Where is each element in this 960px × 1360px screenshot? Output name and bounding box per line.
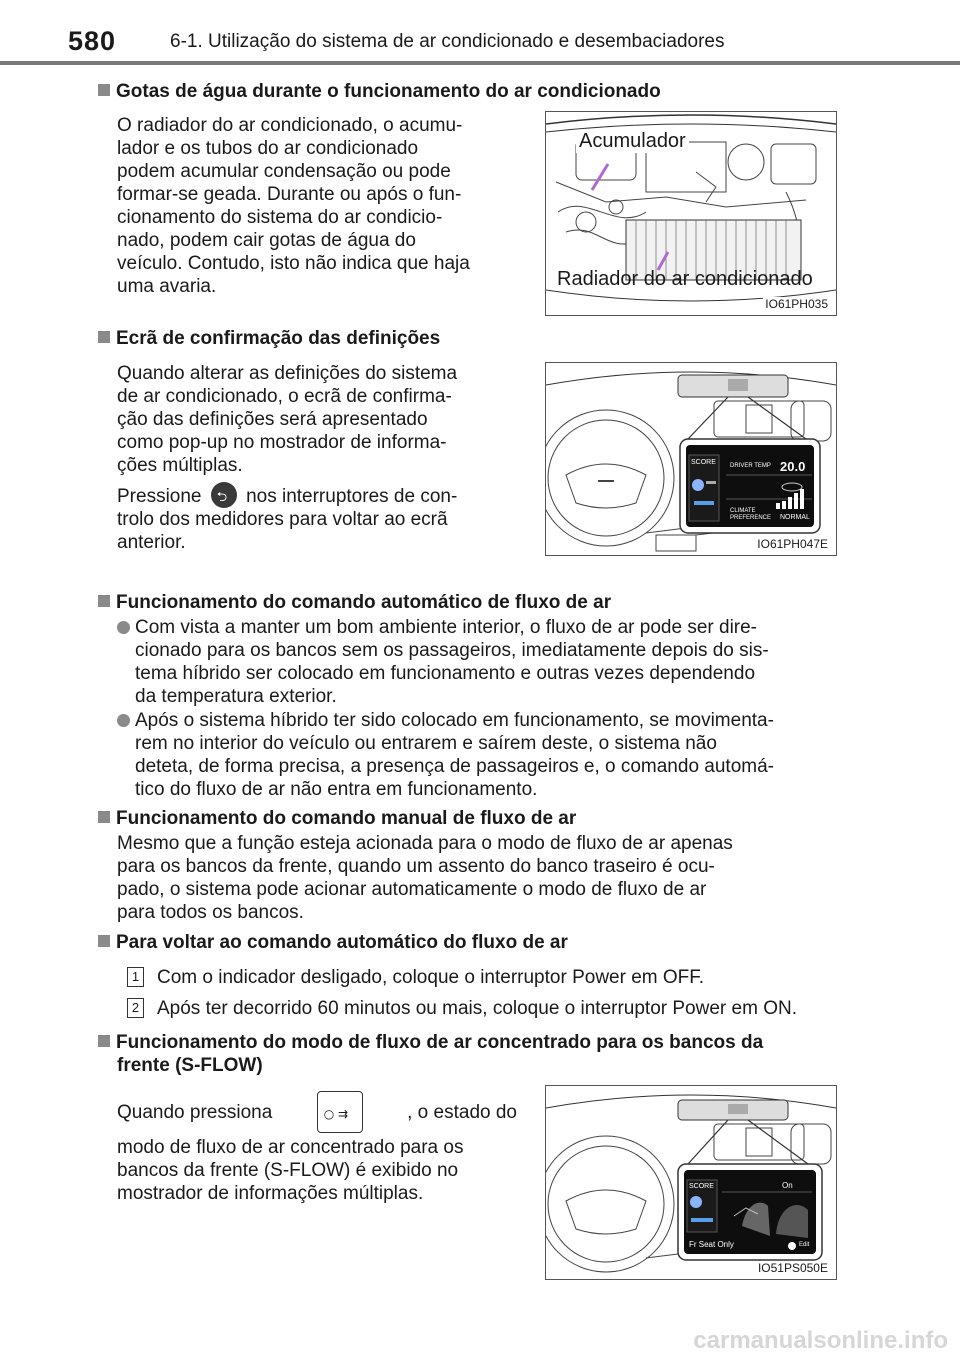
water-drops-paragraph: [117, 114, 517, 298]
running-title: 6-1. Utilização do sistema de ar condicionado e desembaciadores: [170, 31, 725, 52]
text-line: mostrador de informações múltiplas.: [117, 1183, 424, 1204]
driver-temp-label: DRIVER TEMP: [730, 463, 771, 469]
text-line: modo de fluxo de ar concentrado para os: [117, 1137, 464, 1158]
step-number-box: 2: [127, 998, 144, 1018]
figure-code: IO61PH035: [765, 297, 828, 311]
heading-text: Funcionamento do modo de fluxo de ar concentrado para os bancos da: [116, 1032, 764, 1053]
step-text: Com o indicador desligado, coloque o interruptor Power em OFF.: [157, 967, 705, 988]
text-line: uma avaria.: [117, 276, 217, 297]
text-line: trolo dos medidores para voltar ao ecrã: [117, 509, 448, 530]
press-back-paragraph: [117, 482, 517, 554]
figure-code: IO61PH047E: [757, 537, 828, 551]
section-heading-water-drops: [98, 80, 878, 103]
heading-square-icon: [98, 1035, 110, 1047]
header-rule: [0, 61, 960, 65]
score-label: SCORE: [689, 1183, 714, 1190]
heading-square-icon: [98, 811, 110, 823]
text-line: rem no interior do veículo ou entrarem e saírem deste, o sistema não: [135, 733, 717, 754]
watermark: carmanualsonline.info: [693, 1327, 948, 1354]
text-line: para todos os bancos.: [117, 902, 304, 923]
normal-label: NORMAL: [780, 514, 810, 521]
dashboard-figure-confirmation: [545, 362, 837, 556]
confirmation-paragraph: [117, 362, 517, 477]
step-number-box: 1: [127, 967, 144, 987]
engine-bay-figure: [545, 111, 837, 316]
section-heading-manual-airflow: [98, 807, 878, 830]
section-heading-confirmation: [98, 327, 698, 350]
text-line: para os bancos da frente, quando um assento do banco traseiro é ocu-: [117, 856, 715, 877]
sflow-on-label: On: [782, 1181, 793, 1190]
text-fragment: , o estado do: [407, 1101, 517, 1123]
text-line: da temperatura exterior.: [135, 686, 337, 707]
text-line: cionado para os bancos sem os passageiros, imediatamente depois do sis-: [135, 640, 769, 661]
heading-square-icon: [98, 84, 110, 96]
climate-label: CLIMATE: [730, 508, 756, 514]
temperature-value: 20.0: [780, 459, 806, 474]
heading-square-icon: [98, 331, 110, 343]
preference-label: PREFERENCE: [730, 515, 772, 521]
step-text: Após ter decorrido 60 minutos ou mais, coloque o interruptor Power em ON.: [157, 998, 797, 1019]
heading-text: Funcionamento do comando manual de fluxo de ar: [116, 808, 577, 829]
text-line: nado, podem cair gotas de água do: [117, 230, 416, 251]
text-line: de ar condicionado, o ecrã de confirma-: [117, 386, 452, 407]
text-line: Com vista a manter um bom ambiente interior, o fluxo de ar pode ser dire-: [135, 617, 758, 638]
heading-text: Para voltar ao comando automático do fluxo de ar: [116, 932, 568, 953]
text-line: ção das definições será apresentado: [117, 409, 428, 430]
score-label: SCORE: [691, 459, 716, 466]
text-line: Após o sistema híbrido ter sido colocado em funcionamento, se movimenta-: [135, 710, 774, 731]
auto-airflow-bullet-1: [117, 616, 859, 708]
section-heading-return-auto: [98, 931, 878, 954]
text-line: pado, o sistema pode acionar automaticamente o modo de fluxo de ar: [117, 879, 707, 900]
text-line: lador e os tubos do ar condicionado: [117, 138, 419, 159]
figure-code: IO51PS050E: [757, 1261, 828, 1275]
edit-label: Edit: [799, 1242, 810, 1248]
text-line: como pop-up no mostrador de informa-: [117, 432, 447, 453]
text-line: deteta, de forma precisa, a presença de passageiros e, o comando automá-: [135, 756, 774, 777]
text-line: anterior.: [117, 532, 186, 553]
text-line: podem acumular condensação ou pode: [117, 161, 451, 182]
text-line: Quando alterar as definições do sistema: [117, 363, 458, 384]
text-line: O radiador do ar condicionado, o acumu-: [117, 115, 463, 136]
fr-seat-only-label: Fr Seat Only: [689, 1240, 734, 1249]
manual-airflow-paragraph: [117, 832, 855, 924]
bullet-dot-icon: [117, 714, 130, 727]
step-1: [127, 966, 867, 989]
text-line: veículo. Contudo, isto não indica que haja: [117, 253, 470, 274]
dashboard-figure-sflow: [545, 1085, 837, 1280]
section-heading-sflow-line2: frente (S-FLOW): [117, 1055, 263, 1076]
heading-square-icon: [98, 595, 110, 607]
text-line: tico do fluxo de ar não entra em funcionamento.: [135, 779, 538, 800]
page-number: 580: [68, 26, 117, 56]
section-heading-sflow: [98, 1031, 860, 1054]
text-line: cionamento do sistema do ar condicio-: [117, 207, 443, 228]
bullet-dot-icon: [117, 621, 130, 634]
text-fragment: nos interruptores de con-: [246, 486, 458, 507]
radiator-label: Radiador do ar condicionado: [557, 268, 813, 290]
text-line: tema híbrido ser colocado em funcionamento e outras vezes dependendo: [135, 663, 756, 684]
heading-text: Ecrã de confirmação das definições: [116, 328, 441, 349]
text-fragment: Quando pressiona: [117, 1101, 273, 1123]
auto-airflow-bullet-2: [117, 709, 859, 801]
heading-square-icon: [98, 935, 110, 947]
section-heading-auto-airflow: [98, 591, 878, 614]
accumulator-label: Acumulador: [576, 130, 689, 153]
text-line: formar-se geada. Durante ou após o fun-: [117, 184, 462, 205]
text-line: Mesmo que a função esteja acionada para o modo de fluxo de ar apenas: [117, 833, 733, 854]
text-line: ções múltiplas.: [117, 455, 243, 476]
text-line: bancos da frente (S-FLOW) é exibido no: [117, 1160, 459, 1181]
sflow-button-icon: ○ ⇉: [317, 1091, 363, 1133]
step-2: [127, 997, 867, 1020]
sflow-paragraph: [117, 1090, 517, 1205]
heading-text: Gotas de água durante o funcionamento do ar condicionado: [116, 81, 661, 102]
text-fragment: Pressione: [117, 486, 202, 507]
back-button-icon: [211, 482, 237, 508]
heading-text: Funcionamento do comando automático de fluxo de ar: [116, 592, 612, 613]
